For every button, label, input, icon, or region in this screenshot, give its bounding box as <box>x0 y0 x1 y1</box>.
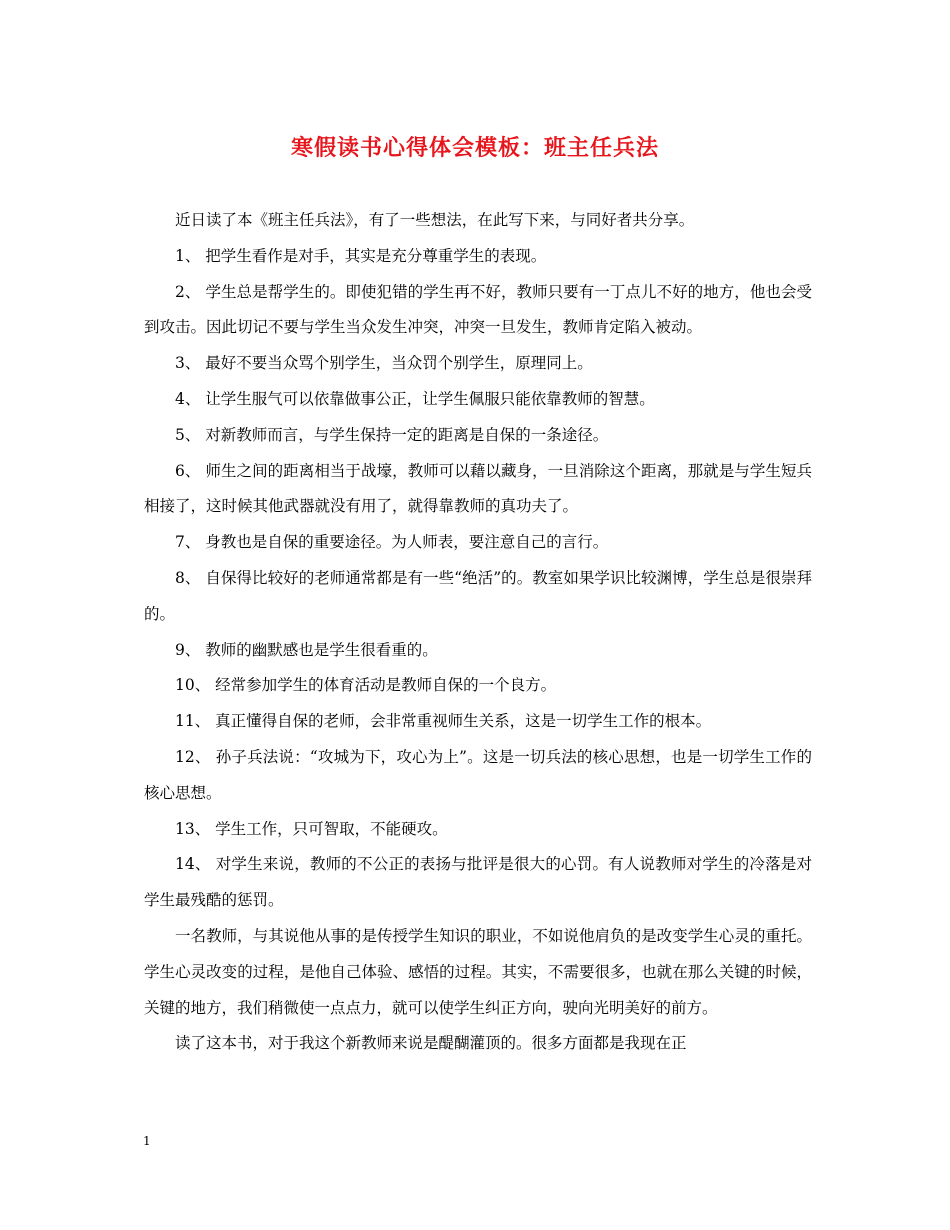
document-title: 寒假读书心得体会模板：班主任兵法 <box>290 135 659 161</box>
list-item: 4、 让学生服气可以依靠做事公正，让学生佩服只能依靠教师的智慧。 <box>175 389 655 408</box>
list-item: 14、 对学生来说，教师的不公正的表扬与批评是很大的心罚。有人说教师对学生的冷落是对学生最残酷的惩罚。 <box>144 855 812 910</box>
list-item: 8、 自保得比较好的老师通常都是有一些“绝活”的。教室如果学识比较渊博，学生总是很崇拜的。 <box>144 568 812 623</box>
list-item: 10、 经常参加学生的体育活动是教师自保的一个良方。 <box>175 676 557 695</box>
list-item: 5、 对新教师而言，与学生保持一定的距离是自保的一条途径。 <box>175 425 609 444</box>
list-item: 2、 学生总是帮学生的。即使犯错的学生再不好，教师只要有一丁点儿不好的地方，他也会受到攻击。因此切记不要与学生当众发生冲突，冲突一旦发生，教师肯定陷入被动。 <box>144 282 812 337</box>
list-item: 9、 教师的幽默感也是学生很看重的。 <box>175 640 438 659</box>
document-body <box>144 203 812 1062</box>
list-item: 13、 学生工作，只可智取，不能硬攻。 <box>175 819 448 838</box>
list-item: 6、 师生之间的距离相当于战壕，教师可以藉以藏身，一旦消除这个距离，那就是与学生短兵相接了，这时候其他武器就没有用了，就得靠教师的真功夫了。 <box>144 461 812 516</box>
list-item: 7、 身教也是自保的重要途径。为人师表，要注意自己的言行。 <box>175 533 609 552</box>
page-number: 1 <box>143 1134 151 1148</box>
paragraph-body: 一名教师，与其说他从事的是传授学生知识的职业，不如说他肩负的是改变学生心灵的重托。学生心灵改变的过程，是他自己体验、感悟的过程。其实，不需要很多，也就在那么关键的时候，关键的地方，我们稍微使一点点力，就可以使学生纠正方向，驶向光明美好的前方。 <box>144 926 812 1017</box>
paragraph-intro: 近日读了本《班主任兵法》，有了一些想法，在此写下来，与同好者共分享。 <box>175 211 695 229</box>
paragraph-body: 读了这本书，对于我这个新教师来说是醍醐灌顶的。很多方面都是我现在正 <box>175 1034 687 1053</box>
list-item: 1、 把学生看作是对手，其实是充分尊重学生的表现。 <box>175 246 547 265</box>
list-item: 3、 最好不要当众骂个别学生，当众罚个别学生，原理同上。 <box>175 354 593 373</box>
list-item: 11、 真正懂得自保的老师，会非常重视师生关系，这是一切学生工作的根本。 <box>175 712 712 731</box>
list-item: 12、 孙子兵法说：“攻城为下，攻心为上”。这是一切兵法的核心思想，也是一切学生工作的核心思想。 <box>144 747 812 802</box>
